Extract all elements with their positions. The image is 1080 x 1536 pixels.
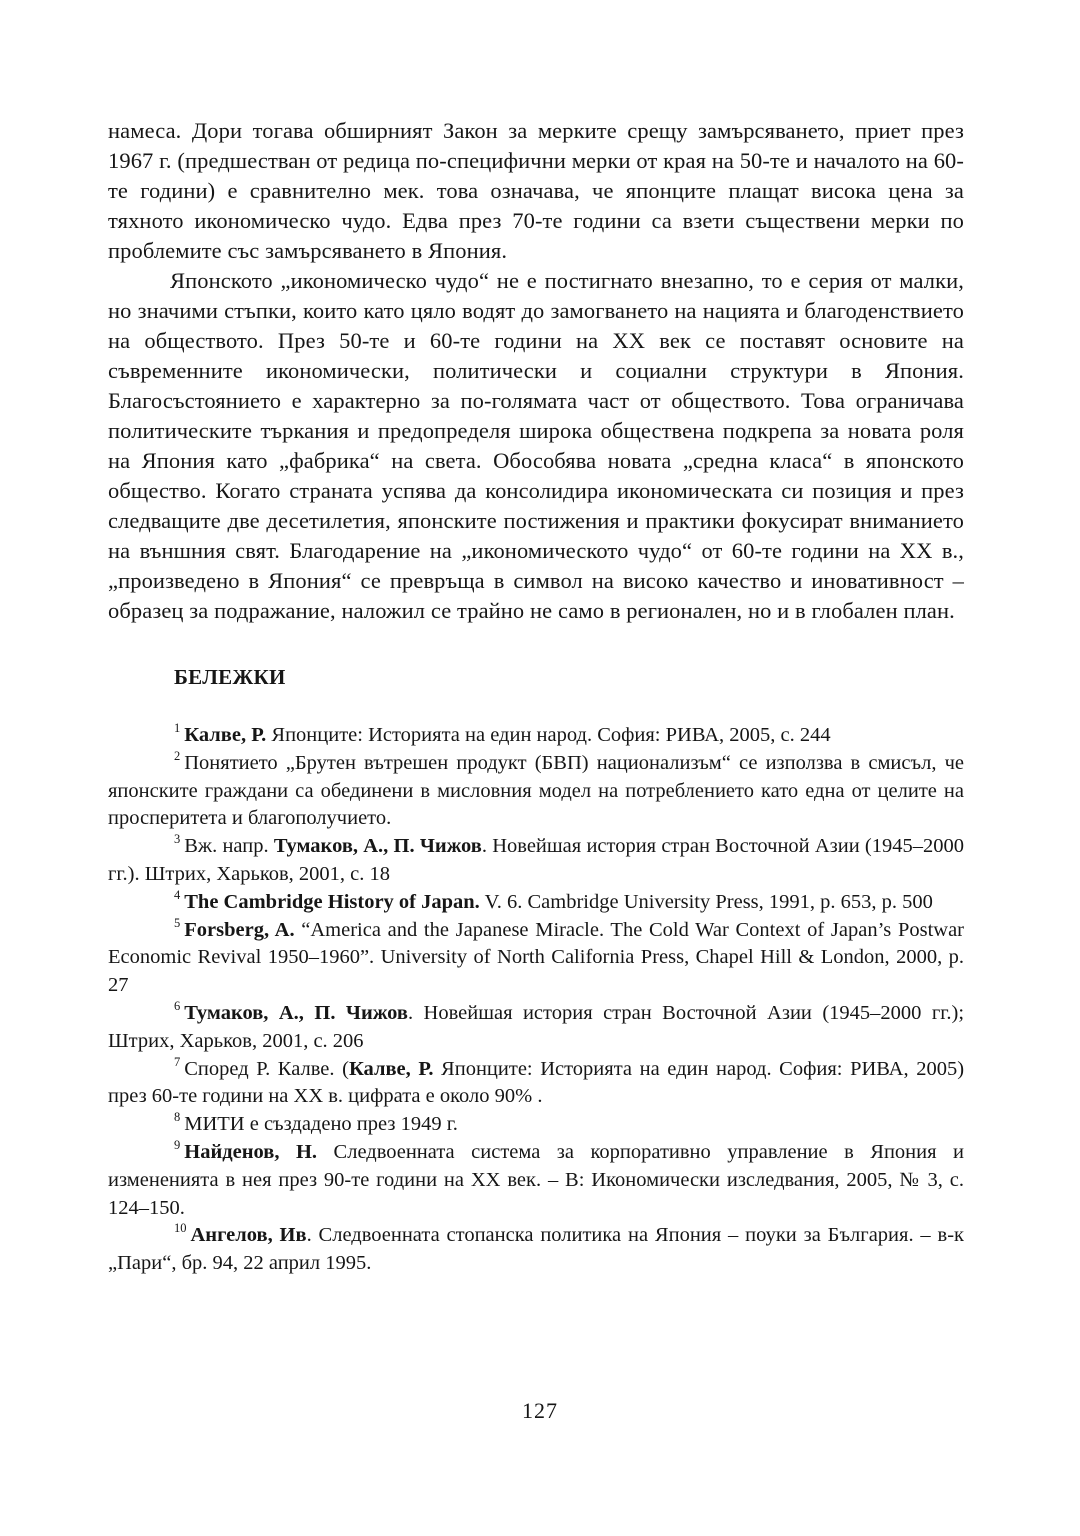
footnote bbox=[108, 889, 964, 917]
footnote bbox=[108, 1111, 964, 1139]
footnote-number: 4 bbox=[174, 887, 181, 902]
footnote-text: МИТИ е създадено през 1949 г. bbox=[184, 1113, 458, 1136]
footnote-number: 3 bbox=[174, 832, 181, 847]
footnote-text: . Новейшая история стран Восточной Азии (1945–2000 гг.); Штрих, Харьков, 2001, с. 206 bbox=[108, 1001, 965, 1052]
footnote-number: 5 bbox=[174, 915, 181, 930]
footnote-text: Японците: Историята на един народ. София: РИВА, 2005) през 60-те години на ХХ в. цифрата е около 90% . bbox=[108, 1057, 965, 1108]
footnote bbox=[108, 1222, 964, 1278]
footnote-text: . Следвоенната стопанска политика на Япония – поуки за България. – в-к „Пари“, бр. 94, 22 април 1995. bbox=[108, 1224, 965, 1275]
body-paragraph: намеса. Дори тогава обширният Закон за мерките срещу замърсяването, приет през 1967 г. (предшестван от редица по-специфични мерки от края на 50-те и началото на 60-те години) е сравнително мек. това означава, че японците плащат висока цена за тяхното икономическо чудо. Едва през 70-те години са взети съществени мерки по проблемите със замърсяването в Япония. bbox=[108, 118, 964, 263]
footnotes-section bbox=[108, 722, 964, 1278]
footnote-number: 1 bbox=[174, 721, 181, 735]
footnote-text: Според Р. Калве. ( bbox=[184, 1057, 349, 1080]
page-content bbox=[108, 116, 964, 1278]
footnote bbox=[108, 750, 964, 833]
footnote-number: 7 bbox=[174, 1054, 181, 1069]
footnote-author: Тумаков, А., П. Чижов bbox=[184, 1001, 408, 1024]
footnote bbox=[108, 1139, 964, 1222]
page-number: 127 bbox=[522, 1398, 558, 1423]
footnote bbox=[108, 917, 964, 1000]
footnote-author: Калве, Р. bbox=[348, 1057, 434, 1080]
footnote-author: Forsberg, A. bbox=[184, 918, 295, 941]
footnote-number: 9 bbox=[174, 1137, 181, 1152]
footnote-number: 2 bbox=[174, 748, 181, 763]
footnote-number: 6 bbox=[174, 998, 181, 1013]
footnote bbox=[108, 833, 964, 889]
body-text bbox=[108, 116, 964, 626]
footnote-text: Следвоенната система за корпоративно управление в Япония и измененията в нея през 90-те години на ХХ век. – В: Икономически изследвания, 2005, № 3, с. 124–150. bbox=[108, 1140, 964, 1219]
footnote-number: 8 bbox=[174, 1110, 181, 1125]
footnote-text: . Новейшая история стран Восточной Азии (1945–2000 гг.). Штрих, Харьков, 2001, с. 18 bbox=[108, 835, 965, 885]
footnote-text: Понятието „Брутен вътрешен продукт (БВП) национализъм“ се използва в смисъл, че японските граждани са обединени в мисловния модел на потреблението като една от целите на просперитета и благополучието. bbox=[108, 751, 964, 830]
footnote-author: Ангелов, Ив bbox=[190, 1224, 307, 1247]
body-paragraph: Японското „икономическо чудо“ не е постигнато внезапно, то е серия от малки, но значими стъпки, които като цяло водят до замогването на нацията и благоденствието на обществото. През 50-те и 60-те години на ХХ век се поставят основите на съвременните икономически, политически и социални структури в Япония. Благосъстоянието е характерно за по-голямата част от обществото. Това ограничава политическите търкания и предопределя широка обществена подкрепа за новата роля на Япония като „фабрика“ на света. Обособява новата „средна класа“ в японското общество. Когато страната успява да консолидира икономическата си позиция и през следващите две десетилетия, японските постижения и практики фокусират вниманието на външния свят. Благодарение на „икономическото чудо“ от 60-те години на ХХ в., „произведено в Япония“ се превръща в символ на високо качество и иновативност – образец за подражание, наложил се трайно не само в регионален, но и в глобален план. bbox=[108, 268, 964, 623]
footnote bbox=[108, 1000, 964, 1056]
notes-heading: БЕЛЕЖКИ bbox=[174, 665, 286, 689]
footnote-text: Вж. напр. bbox=[184, 835, 274, 858]
footnote-text: “America and the Japanese Miracle. The Cold War Context of Japan’s Postwar Economic Revival 1950–1960”. University of North California Press, Chapel Hill & London, 2000, p. 27 bbox=[108, 918, 964, 997]
footnote-author: Тумаков, А., П. Чижов bbox=[273, 835, 482, 858]
footnote bbox=[108, 722, 964, 750]
footnote-author: Найденов, Н. bbox=[184, 1140, 318, 1163]
footnote-number: 10 bbox=[174, 1221, 187, 1236]
footnote bbox=[108, 1056, 964, 1112]
footnote-author: Калве, Р. bbox=[184, 724, 267, 746]
footnote-title: The Cambridge History of Japan. bbox=[184, 890, 480, 913]
footnote-text: V. 6. Cambridge University Press, 1991, p. 653, p. 500 bbox=[479, 890, 933, 913]
footnote-text: Японците: Историята на един народ. София: РИВА, 2005, с. 244 bbox=[266, 724, 831, 746]
